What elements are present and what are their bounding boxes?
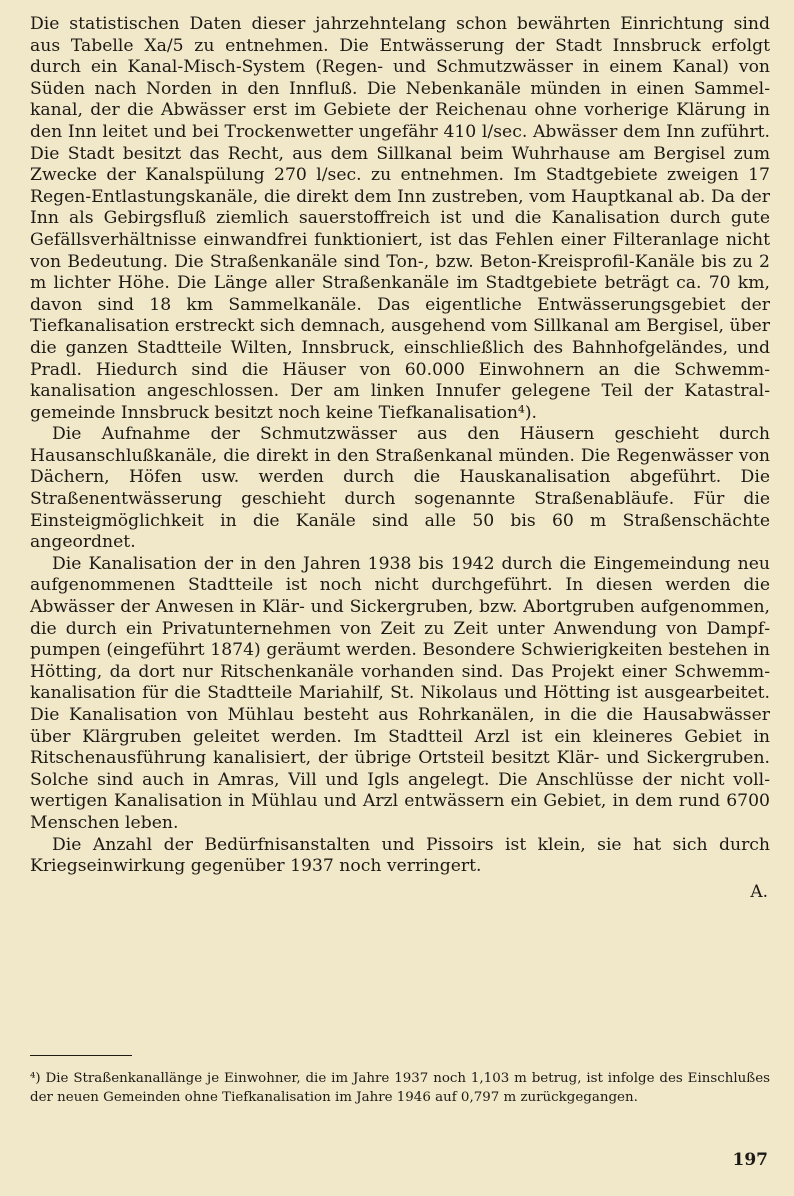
page-number: 197	[732, 1150, 768, 1170]
paragraph-incorporated-districts: Die Kanalisation der in den Jahren 1938 bis 1942 durch die Eingemeindung neu aufgenommenen Stadtteile ist noch nicht durchgeführt. In diesen werden die Abwässer der Anwesen in Klär- und Sickergruben, bzw. Abortgruben aufgenommen, die durch ein Privatunternehmen von Zeit zu Zeit unter Anwendung von Dampfpumpen (eingeführt 1874) geräumt werden. Besondere Schwierigkeiten bestehen in Hötting, da dort nur Ritschenkanäle vorhanden sind. Das Projekt einer Schwemmkanalisation für die Stadtteile Mariahilf, St. Nikolaus und Hötting ist ausgearbeitet. Die Kanalisation von Mühlau besteht aus Rohrkanälen, in die die Hausabwässer über Klärgruben geleitet werden. Im Stadtteil Arzl ist ein kleineres Gebiet in Ritschenausführung kanalisiert, der übrige Ortsteil besitzt Klär- und Sickergruben. Solche sind auch in Amras, Vill und Igls angelegt. Die Anschlüsse der nicht vollwertigen Kanalisation in Mühlau und Arzl entwässern ein Gebiet, in dem rund 6700 Menschen leben.	[30, 553, 770, 833]
author-signature: A.	[750, 881, 768, 902]
paragraph-public-toilets: Die Anzahl der Bedürfnisanstalten und Pissoirs ist klein, sie hat sich durch Kriegseinwirkung gegenüber 1937 noch verringert.	[30, 834, 770, 877]
paragraph-sewer-system: Die statistischen Daten dieser jahrzehntelang schon bewährten Einrichtung sind aus Tabelle Xa/5 zu entnehmen. Die Entwässerung der Stadt Innsbruck erfolgt durch ein Kanal-Misch-System (Regen- und Schmutzwässer in einem Kanal) von Süden nach Norden in den Innfluß. Die Nebenkanäle münden in einen Sammelkanal, der die Abwässer erst im Gebiete der Reichenau ohne vorherige Klärung in den Inn leitet und bei Trockenwetter ungefähr 410 l/sec. Abwässer dem Inn zuführt. Die Stadt besitzt das Recht, aus dem Sillkanal beim Wuhrhause am Bergisel zum Zwecke der Kanalspülung 270 l/sec. zu entnehmen. Im Stadtgebiete zweigen 17 Regen-Entlastungskanäle, die direkt dem Inn zustreben, vom Hauptkanal ab. Da der Inn als Gebirgsfluß ziemlich sauerstoffreich ist und die Kanalisation durch gute Gefällsverhältnisse einwandfrei funktioniert, ist das Fehlen einer Filteranlage nicht von Bedeutung. Die Straßenkanäle sind Ton-, bzw. Beton-Kreisprofil-Kanäle bis zu 2 m lichter Höhe. Die Länge aller Straßenkanäle im Stadtgebiete beträgt ca. 70 km, davon sind 18 km Sammelkanäle. Das eigentliche Entwässerungsgebiet der Tiefkanalisation erstreckt sich demnach, ausgehend vom Sillkanal am Bergisel, über die ganzen Stadtteile Wilten, Innsbruck, einschließlich des Bahnhofgeländes, und Pradl. Hiedurch sind die Häuser von 60.000 Einwohnern an die Schwemmkanalisation angeschlossen. Der am linken Innufer gelegene Teil der Katastralgemeinde Innsbruck besitzt noch keine Tiefkanalisation⁴).	[30, 14, 770, 423]
paragraph-house-connections: Die Aufnahme der Schmutzwässer aus den Häusern geschieht durch Hausanschlußkanäle, die direkt in den Straßenkanal münden. Die Regenwässer von Dächern, Höfen usw. werden durch die Hauskanalisation abgeführt. Die Straßenentwässerung geschieht durch sogenannte Straßenabläufe. Für die Einsteigmöglichkeit in die Kanäle sind alle 50 bis 60 m Straßenschächte angeordnet.	[30, 424, 770, 553]
footnote: ⁴) Die Straßenkanallänge je Einwohner, die im Jahre 1937 noch 1,103 m betrug, ist infolge des Einschlußes der neuen Gemeinden ohne Tiefkanalisation im Jahre 1946 auf 0,797 m zurückgegangen.	[30, 1071, 770, 1105]
main-text	[30, 14, 770, 903]
footnote-divider	[30, 1055, 132, 1056]
